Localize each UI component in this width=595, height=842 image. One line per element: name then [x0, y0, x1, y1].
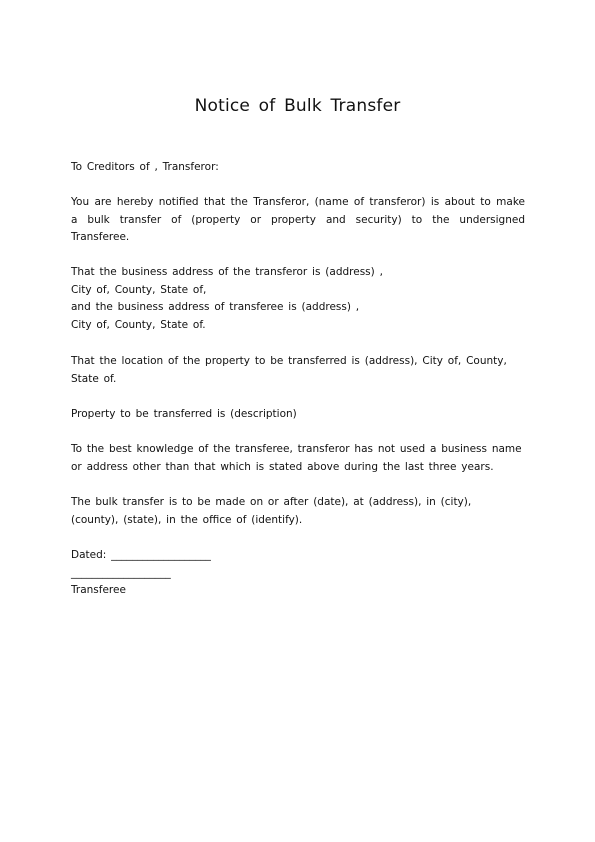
address-line-2: City of, County, State of,: [71, 283, 207, 296]
address-line-3: and the business address of transferee is (address) ,: [71, 301, 360, 314]
dated-line: Dated: ___________________: [71, 549, 211, 561]
location-paragraph: [71, 353, 525, 388]
notice-paragraph-text: You are hereby notified that the Transferor, (name of transferor) is about to make a bulk transfer of (property or property and security) to the undersigned Transferee.: [71, 196, 525, 244]
address-line-1: That the business address of the transferor is (address) ,: [71, 266, 383, 278]
transfer-line-1: The bulk transfer is to be made on or after (date), at (address), in (city),: [71, 496, 472, 508]
transfer-paragraph: [71, 494, 525, 529]
location-line-1: That the location of the property to be transferred is (address), City of, County,: [71, 355, 507, 367]
signature-line: ___________________: [71, 566, 171, 579]
property-line: Property to be transferred is (description): [71, 408, 297, 420]
address-paragraph: [71, 264, 525, 334]
knowledge-paragraph: [71, 441, 525, 476]
document-title: Notice of Bulk Transfer: [194, 96, 401, 116]
transfer-line-2: (county), (state), in the office of (identify).: [71, 513, 303, 526]
signer-label: Transferee: [71, 584, 126, 597]
property-paragraph: [71, 406, 525, 424]
salutation: [71, 159, 525, 177]
address-line-4: City of, County, State of.: [71, 318, 206, 331]
knowledge-line-1: To the best knowledge of the transferee, transferor has not used a business name: [71, 443, 522, 455]
knowledge-line-2: or address other than that which is stated above during the last three years.: [71, 460, 494, 473]
salutation-text: To Creditors of , Transferor:: [71, 161, 219, 173]
notice-paragraph: [71, 194, 525, 247]
location-line-2: State of.: [71, 372, 117, 385]
signature-block: [71, 547, 525, 600]
